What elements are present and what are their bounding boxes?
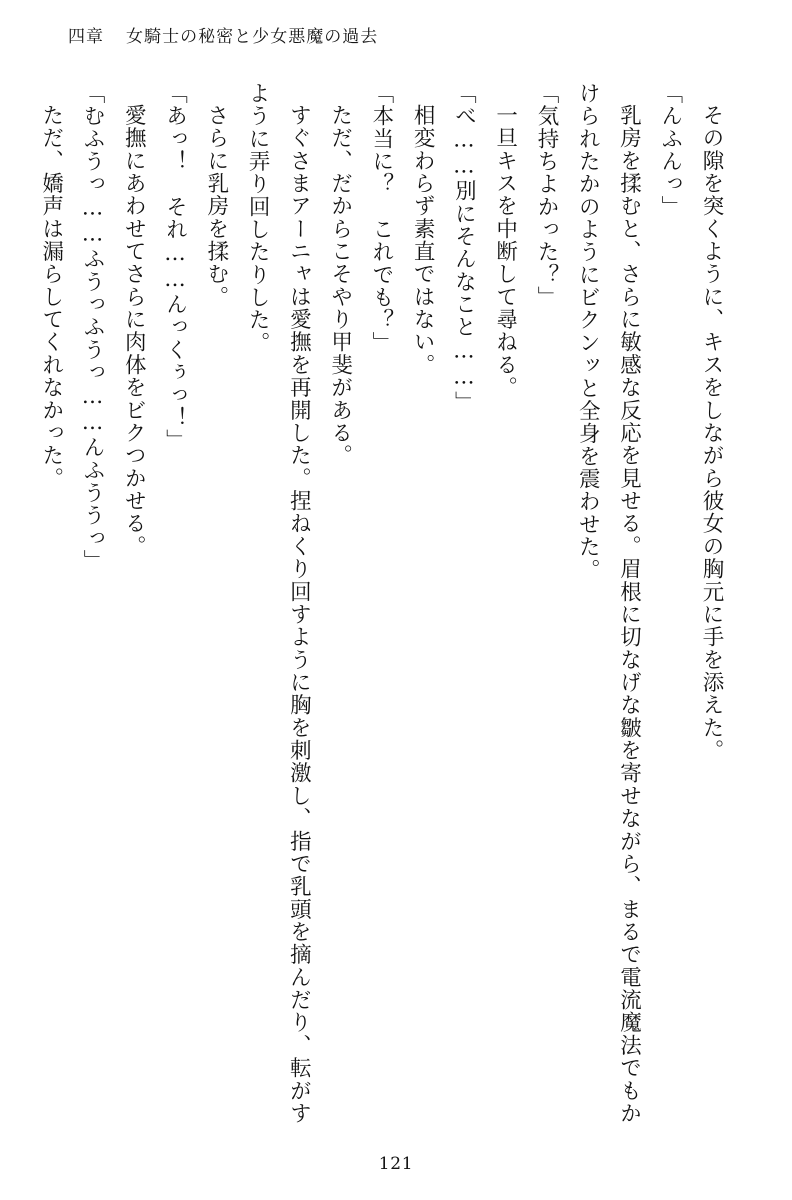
running-head bbox=[68, 22, 724, 47]
paragraph: 一旦キスを中断して尋ねる。 bbox=[492, 103, 518, 399]
paragraph: 「べ……別にそんなこと……」 bbox=[451, 82, 477, 414]
page-body-text bbox=[38, 82, 732, 1132]
paragraph: 「むふうっ……ふうっふうっ……んふううっ」 bbox=[80, 82, 106, 573]
chapter-number: 四章 bbox=[68, 27, 105, 47]
paragraph: 「あっ！ それ……んっくぅっ！」 bbox=[162, 82, 188, 452]
chapter-title: 女騎士の秘密と少女悪魔の過去 bbox=[126, 27, 379, 47]
paragraph: 乳房を揉むと、さらに敏感な反応を見せる。眉根に切なげな皺を寄せながら、まるで電流魔法でもかけられたかのようにビクンッと全身を震わせた。 bbox=[575, 82, 642, 1125]
page-number: 121 bbox=[378, 1154, 414, 1174]
paragraph: 「気持ちよかった？」 bbox=[533, 82, 559, 309]
paragraph: 愛撫にあわせてさらに肉体をビクつかせる。 bbox=[121, 103, 147, 558]
paragraph: 相変わらず素直ではない。 bbox=[410, 103, 436, 376]
paragraph: その隙を突くように、キスをしながら彼女の胸元に手を添えた。 bbox=[699, 103, 724, 762]
paragraph: 「んふんっ」 bbox=[657, 82, 683, 219]
paragraph: 「本当に？ これでも？」 bbox=[368, 82, 394, 355]
paragraph: さらに乳房を揉む。 bbox=[203, 103, 229, 308]
paragraph: すぐさまアーニャは愛撫を再開した。捏ねくり回すように胸を刺激し、指で乳頭を摘んだり、転がすように弄り回したりした。 bbox=[245, 82, 312, 1125]
paragraph: ただ、だからこそやり甲斐がある。 bbox=[327, 103, 353, 467]
paragraph: ただ、嬌声は漏らしてくれなかった。 bbox=[38, 103, 64, 490]
